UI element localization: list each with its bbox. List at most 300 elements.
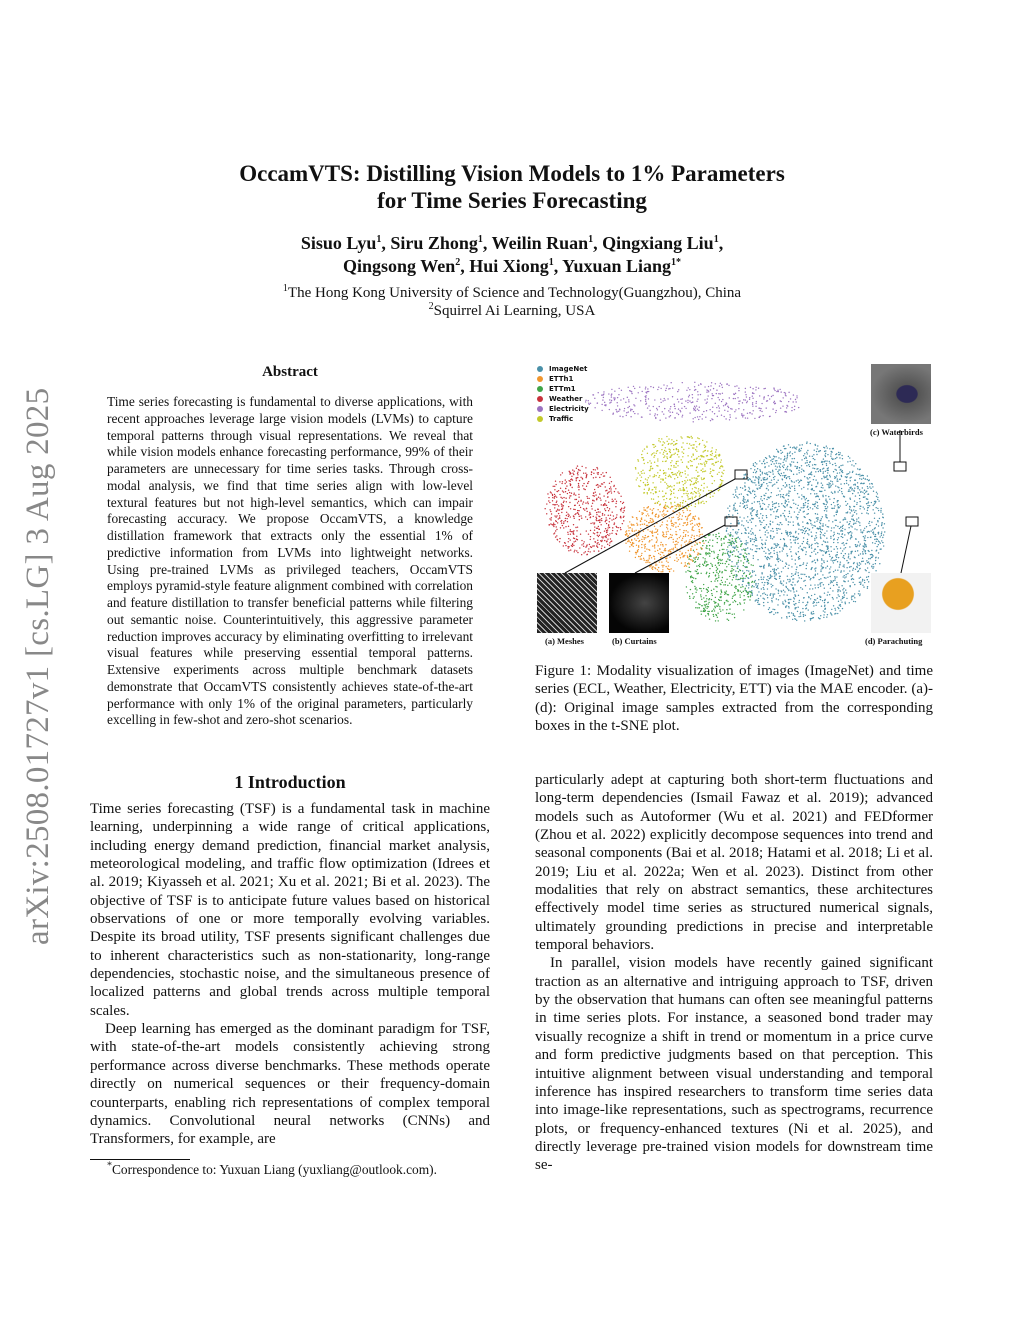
legend-item bbox=[537, 364, 589, 374]
scatter-point bbox=[589, 551, 590, 552]
scatter-point bbox=[578, 510, 579, 511]
scatter-point bbox=[742, 503, 743, 504]
scatter-point bbox=[685, 536, 686, 537]
scatter-point bbox=[815, 535, 816, 536]
scatter-point bbox=[697, 398, 698, 399]
scatter-point bbox=[757, 594, 758, 595]
scatter-point bbox=[749, 508, 750, 509]
scatter-point bbox=[795, 563, 796, 564]
scatter-point bbox=[570, 473, 571, 474]
scatter-point bbox=[673, 524, 674, 525]
scatter-point bbox=[775, 516, 776, 517]
scatter-point bbox=[690, 589, 691, 590]
scatter-point bbox=[760, 408, 761, 409]
scatter-point bbox=[709, 549, 710, 550]
scatter-point bbox=[871, 502, 872, 503]
scatter-point bbox=[745, 394, 746, 395]
scatter-point bbox=[621, 390, 622, 391]
scatter-point bbox=[842, 528, 843, 529]
scatter-point bbox=[851, 575, 852, 576]
scatter-point bbox=[837, 539, 838, 540]
scatter-point bbox=[670, 489, 671, 490]
scatter-point bbox=[823, 562, 824, 563]
scatter-point bbox=[648, 515, 649, 516]
scatter-point bbox=[605, 520, 606, 521]
scatter-point bbox=[776, 569, 777, 570]
scatter-point bbox=[778, 561, 779, 562]
scatter-point bbox=[628, 401, 629, 402]
scatter-point bbox=[881, 540, 882, 541]
scatter-point bbox=[807, 503, 808, 504]
scatter-point bbox=[752, 511, 753, 512]
scatter-point bbox=[778, 473, 779, 474]
scatter-point bbox=[812, 467, 813, 468]
scatter-point bbox=[859, 474, 860, 475]
scatter-point bbox=[811, 618, 812, 619]
scatter-point bbox=[771, 396, 772, 397]
scatter-point bbox=[710, 496, 711, 497]
scatter-point bbox=[759, 469, 760, 470]
scatter-point bbox=[696, 446, 697, 447]
scatter-point bbox=[688, 461, 689, 462]
scatter-point bbox=[817, 483, 818, 484]
scatter-point bbox=[678, 408, 679, 409]
scatter-point bbox=[638, 546, 639, 547]
scatter-point bbox=[554, 494, 555, 495]
scatter-point bbox=[647, 562, 648, 563]
scatter-point bbox=[730, 552, 731, 553]
scatter-point bbox=[626, 412, 627, 413]
scatter-point bbox=[868, 551, 869, 552]
scatter-point bbox=[761, 522, 762, 523]
scatter-point bbox=[675, 467, 676, 468]
scatter-point bbox=[810, 569, 811, 570]
scatter-point bbox=[657, 389, 658, 390]
scatter-point bbox=[622, 416, 623, 417]
scatter-point bbox=[641, 471, 642, 472]
scatter-point bbox=[754, 494, 755, 495]
scatter-point bbox=[599, 544, 600, 545]
scatter-point bbox=[758, 476, 759, 477]
scatter-point bbox=[713, 534, 714, 535]
scatter-point bbox=[779, 466, 780, 467]
scatter-point bbox=[796, 590, 797, 591]
scatter-point bbox=[705, 552, 706, 553]
scatter-point bbox=[585, 546, 586, 547]
scatter-point bbox=[570, 539, 571, 540]
scatter-point bbox=[692, 394, 693, 395]
scatter-point bbox=[851, 597, 852, 598]
scatter-point bbox=[743, 591, 744, 592]
scatter-point bbox=[829, 594, 830, 595]
scatter-point bbox=[810, 585, 811, 586]
subfig-label: (c) Waterbirds bbox=[870, 427, 923, 437]
scatter-point bbox=[804, 505, 805, 506]
scatter-point bbox=[851, 464, 852, 465]
scatter-point bbox=[583, 488, 584, 489]
scatter-point bbox=[699, 495, 700, 496]
scatter-point bbox=[828, 496, 829, 497]
scatter-point bbox=[759, 487, 760, 488]
scatter-point bbox=[766, 557, 767, 558]
scatter-point bbox=[682, 552, 683, 553]
scatter-point bbox=[787, 499, 788, 500]
scatter-point bbox=[800, 612, 801, 613]
scatter-point bbox=[787, 575, 788, 576]
scatter-point bbox=[719, 550, 720, 551]
scatter-point bbox=[789, 616, 790, 617]
scatter-point bbox=[791, 410, 792, 411]
scatter-point bbox=[596, 499, 597, 500]
scatter-point bbox=[814, 444, 815, 445]
scatter-point bbox=[663, 534, 664, 535]
scatter-point bbox=[743, 498, 744, 499]
scatter-point bbox=[709, 548, 710, 549]
scatter-point bbox=[644, 489, 645, 490]
scatter-point bbox=[772, 473, 773, 474]
scatter-point bbox=[670, 452, 671, 453]
scatter-point bbox=[598, 472, 599, 473]
scatter-point bbox=[727, 558, 728, 559]
scatter-point bbox=[784, 411, 785, 412]
scatter-point bbox=[794, 511, 795, 512]
scatter-point bbox=[767, 485, 768, 486]
scatter-point bbox=[764, 504, 765, 505]
scatter-point bbox=[844, 558, 845, 559]
scatter-point bbox=[660, 544, 661, 545]
scatter-point bbox=[751, 564, 752, 565]
scatter-point bbox=[866, 503, 867, 504]
scatter-point bbox=[873, 566, 874, 567]
scatter-point bbox=[816, 507, 817, 508]
scatter-point bbox=[587, 519, 588, 520]
scatter-point bbox=[610, 488, 611, 489]
scatter-point bbox=[644, 551, 645, 552]
scatter-point bbox=[617, 405, 618, 406]
scatter-point bbox=[699, 406, 700, 407]
scatter-point bbox=[643, 482, 644, 483]
scatter-point bbox=[835, 525, 836, 526]
scatter-point bbox=[694, 491, 695, 492]
scatter-point bbox=[708, 591, 709, 592]
scatter-point bbox=[794, 452, 795, 453]
scatter-point bbox=[750, 572, 751, 573]
scatter-point bbox=[676, 448, 677, 449]
scatter-point bbox=[608, 510, 609, 511]
scatter-point bbox=[588, 533, 589, 534]
scatter-point bbox=[579, 516, 580, 517]
scatter-point bbox=[717, 474, 718, 475]
scatter-point bbox=[761, 480, 762, 481]
scatter-point bbox=[706, 572, 707, 573]
scatter-point bbox=[759, 477, 760, 478]
scatter-point bbox=[714, 558, 715, 559]
scatter-point bbox=[762, 544, 763, 545]
scatter-point bbox=[693, 550, 694, 551]
scatter-point bbox=[570, 529, 571, 530]
scatter-point bbox=[758, 598, 759, 599]
scatter-point bbox=[657, 539, 658, 540]
scatter-point bbox=[832, 597, 833, 598]
scatter-point bbox=[865, 544, 866, 545]
scatter-point bbox=[637, 477, 638, 478]
scatter-point bbox=[597, 547, 598, 548]
scatter-point bbox=[878, 557, 879, 558]
scatter-point bbox=[597, 402, 598, 403]
scatter-point bbox=[828, 484, 829, 485]
scatter-point bbox=[785, 606, 786, 607]
scatter-point bbox=[721, 415, 722, 416]
scatter-point bbox=[611, 393, 612, 394]
scatter-point bbox=[783, 505, 784, 506]
scatter-point bbox=[735, 417, 736, 418]
scatter-point bbox=[735, 601, 736, 602]
scatter-point bbox=[700, 489, 701, 490]
scatter-point bbox=[594, 495, 595, 496]
scatter-point bbox=[787, 405, 788, 406]
scatter-point bbox=[711, 475, 712, 476]
scatter-point bbox=[791, 558, 792, 559]
scatter-point bbox=[783, 538, 784, 539]
scatter-point bbox=[795, 607, 796, 608]
scatter-point bbox=[608, 393, 609, 394]
scatter-point bbox=[884, 531, 885, 532]
scatter-point bbox=[698, 500, 699, 501]
scatter-point bbox=[736, 562, 737, 563]
scatter-point bbox=[628, 411, 629, 412]
scatter-point bbox=[844, 575, 845, 576]
scatter-point bbox=[667, 441, 668, 442]
scatter-point bbox=[751, 575, 752, 576]
scatter-point bbox=[634, 413, 635, 414]
scatter-point bbox=[858, 565, 859, 566]
scatter-point bbox=[565, 518, 566, 519]
scatter-point bbox=[803, 496, 804, 497]
scatter-point bbox=[748, 584, 749, 585]
scatter-point bbox=[862, 492, 863, 493]
scatter-point bbox=[600, 474, 601, 475]
scatter-point bbox=[700, 596, 701, 597]
scatter-point bbox=[876, 541, 877, 542]
scatter-point bbox=[752, 395, 753, 396]
scatter-point bbox=[679, 518, 680, 519]
scatter-point bbox=[870, 558, 871, 559]
scatter-point bbox=[670, 406, 671, 407]
scatter-point bbox=[690, 548, 691, 549]
scatter-point bbox=[783, 464, 784, 465]
legend-dot bbox=[537, 416, 543, 422]
scatter-point bbox=[747, 401, 748, 402]
scatter-point bbox=[881, 533, 882, 534]
scatter-point bbox=[651, 557, 652, 558]
scatter-point bbox=[743, 497, 744, 498]
scatter-point bbox=[618, 394, 619, 395]
scatter-point bbox=[743, 496, 744, 497]
scatter-point bbox=[753, 509, 754, 510]
scatter-point bbox=[731, 408, 732, 409]
scatter-point bbox=[731, 570, 732, 571]
scatter-point bbox=[640, 480, 641, 481]
scatter-point bbox=[790, 590, 791, 591]
scatter-point bbox=[676, 463, 677, 464]
scatter-point bbox=[660, 481, 661, 482]
scatter-point bbox=[662, 454, 663, 455]
scatter-point bbox=[593, 532, 594, 533]
scatter-point bbox=[674, 560, 675, 561]
scatter-point bbox=[870, 488, 871, 489]
scatter-point bbox=[790, 599, 791, 600]
scatter-point bbox=[777, 509, 778, 510]
scatter-point bbox=[674, 505, 675, 506]
scatter-point bbox=[837, 569, 838, 570]
scatter-point bbox=[598, 520, 599, 521]
scatter-point bbox=[667, 562, 668, 563]
scatter-point bbox=[633, 543, 634, 544]
scatter-point bbox=[750, 412, 751, 413]
scatter-point bbox=[722, 563, 723, 564]
scatter-point bbox=[837, 591, 838, 592]
scatter-point bbox=[805, 502, 806, 503]
scatter-point bbox=[662, 461, 663, 462]
scatter-point bbox=[822, 495, 823, 496]
scatter-point bbox=[570, 508, 571, 509]
scatter-point bbox=[765, 473, 766, 474]
scatter-point bbox=[803, 503, 804, 504]
scatter-point bbox=[575, 541, 576, 542]
scatter-point bbox=[606, 532, 607, 533]
scatter-point bbox=[651, 498, 652, 499]
scatter-point bbox=[797, 514, 798, 515]
scatter-point bbox=[776, 410, 777, 411]
scatter-point bbox=[778, 451, 779, 452]
scatter-point bbox=[706, 486, 707, 487]
scatter-point bbox=[721, 545, 722, 546]
scatter-point bbox=[802, 574, 803, 575]
scatter-point bbox=[627, 397, 628, 398]
scatter-point bbox=[816, 448, 817, 449]
scatter-point bbox=[793, 446, 794, 447]
scatter-point bbox=[812, 561, 813, 562]
scatter-point bbox=[881, 525, 882, 526]
legend-label: ETTh1 bbox=[549, 375, 574, 383]
scatter-point bbox=[838, 452, 839, 453]
scatter-point bbox=[763, 551, 764, 552]
scatter-point bbox=[761, 543, 762, 544]
scatter-point bbox=[688, 448, 689, 449]
scatter-point bbox=[740, 560, 741, 561]
scatter-point bbox=[751, 515, 752, 516]
scatter-point bbox=[617, 397, 618, 398]
scatter-point bbox=[794, 485, 795, 486]
scatter-point bbox=[826, 552, 827, 553]
scatter-point bbox=[810, 472, 811, 473]
scatter-point bbox=[788, 590, 789, 591]
scatter-point bbox=[665, 514, 666, 515]
scatter-point bbox=[607, 527, 608, 528]
scatter-point bbox=[574, 492, 575, 493]
scatter-point bbox=[833, 598, 834, 599]
scatter-point bbox=[654, 415, 655, 416]
scatter-point bbox=[705, 537, 706, 538]
scatter-point bbox=[868, 572, 869, 573]
scatter-point bbox=[663, 441, 664, 442]
scatter-point bbox=[748, 487, 749, 488]
scatter-point bbox=[742, 586, 743, 587]
scatter-point bbox=[685, 552, 686, 553]
scatter-point bbox=[751, 522, 752, 523]
scatter-point bbox=[705, 605, 706, 606]
scatter-point bbox=[699, 542, 700, 543]
scatter-point bbox=[786, 493, 787, 494]
scatter-point bbox=[763, 459, 764, 460]
scatter-point bbox=[814, 543, 815, 544]
scatter-point bbox=[798, 512, 799, 513]
scatter-point bbox=[863, 478, 864, 479]
scatter-point bbox=[777, 480, 778, 481]
scatter-point bbox=[658, 440, 659, 441]
scatter-point bbox=[810, 520, 811, 521]
scatter-point bbox=[692, 517, 693, 518]
scatter-point bbox=[667, 398, 668, 399]
scatter-point bbox=[827, 566, 828, 567]
scatter-point bbox=[633, 411, 634, 412]
scatter-point bbox=[771, 492, 772, 493]
scatter-point bbox=[735, 409, 736, 410]
scatter-point bbox=[551, 492, 552, 493]
scatter-point bbox=[616, 514, 617, 515]
scatter-point bbox=[844, 602, 845, 603]
scatter-point bbox=[743, 578, 744, 579]
scatter-point bbox=[824, 599, 825, 600]
scatter-point bbox=[786, 407, 787, 408]
scatter-point bbox=[851, 518, 852, 519]
scatter-point bbox=[565, 491, 566, 492]
scatter-point bbox=[867, 494, 868, 495]
scatter-point bbox=[818, 579, 819, 580]
scatter-point bbox=[590, 514, 591, 515]
scatter-point bbox=[762, 515, 763, 516]
scatter-point bbox=[713, 601, 714, 602]
scatter-point bbox=[556, 491, 557, 492]
scatter-point bbox=[689, 598, 690, 599]
scatter-point bbox=[703, 597, 704, 598]
scatter-point bbox=[560, 488, 561, 489]
scatter-point bbox=[702, 414, 703, 415]
scatter-point bbox=[653, 387, 654, 388]
scatter-point bbox=[779, 547, 780, 548]
scatter-point bbox=[647, 482, 648, 483]
scatter-point bbox=[593, 394, 594, 395]
scatter-point bbox=[848, 456, 849, 457]
scatter-point bbox=[693, 557, 694, 558]
scatter-point bbox=[743, 562, 744, 563]
scatter-point bbox=[624, 507, 625, 508]
scatter-point bbox=[871, 483, 872, 484]
scatter-point bbox=[798, 407, 799, 408]
scatter-point bbox=[673, 549, 674, 550]
scatter-point bbox=[663, 565, 664, 566]
scatter-point bbox=[828, 550, 829, 551]
scatter-point bbox=[748, 562, 749, 563]
scatter-point bbox=[798, 525, 799, 526]
scatter-point bbox=[750, 576, 751, 577]
scatter-point bbox=[578, 483, 579, 484]
scatter-point bbox=[855, 569, 856, 570]
scatter-point bbox=[798, 558, 799, 559]
scatter-point bbox=[617, 530, 618, 531]
scatter-point bbox=[813, 454, 814, 455]
scatter-point bbox=[706, 598, 707, 599]
